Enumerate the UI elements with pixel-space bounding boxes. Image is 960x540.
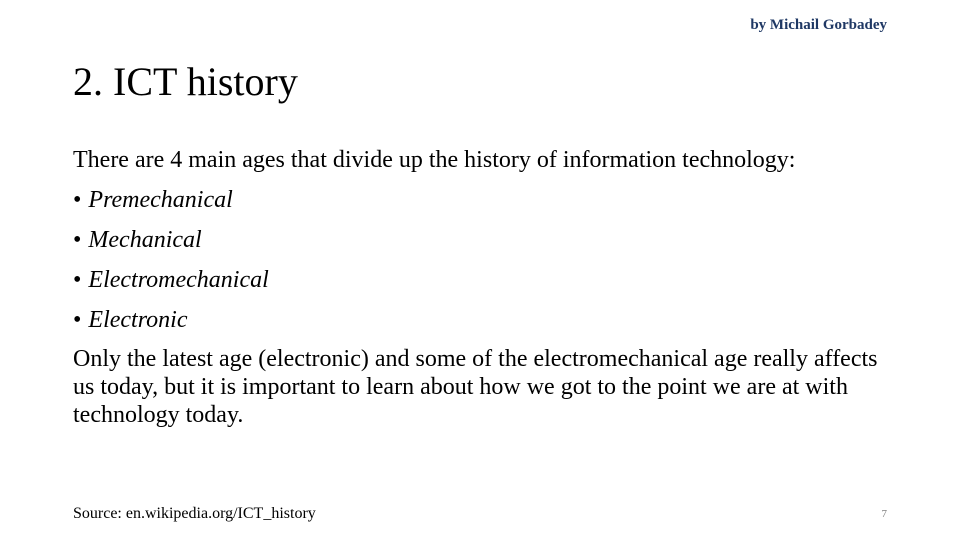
list-item-label: Electronic [88, 307, 188, 333]
intro-paragraph: There are 4 main ages that divide up the history of information technology: [73, 147, 796, 173]
slide-title: 2. ICT history [73, 59, 298, 104]
author-credit: by Michail Gorbadey [750, 17, 887, 33]
list-item-label: Premechanical [88, 187, 233, 213]
bullet-icon: • [73, 187, 82, 213]
list-item [73, 186, 883, 214]
list-item-label: Mechanical [88, 227, 202, 253]
list-item [73, 226, 883, 254]
list-item-label: Electromechanical [88, 267, 269, 293]
source-citation: Source: en.wikipedia.org/ICT_history [73, 505, 316, 522]
bullet-icon: • [73, 227, 82, 253]
list-item [73, 266, 883, 294]
bullet-icon: • [73, 267, 82, 293]
conclusion-paragraph: Only the latest age (electronic) and some of the electromechanical age really affects us today, but it is important to learn about how we got to the point we are at with technology today. [73, 346, 878, 428]
page-number: 7 [881, 508, 887, 520]
bullet-icon: • [73, 307, 82, 333]
list-item [73, 306, 883, 334]
slide-body [73, 146, 883, 429]
ages-list [73, 186, 883, 334]
